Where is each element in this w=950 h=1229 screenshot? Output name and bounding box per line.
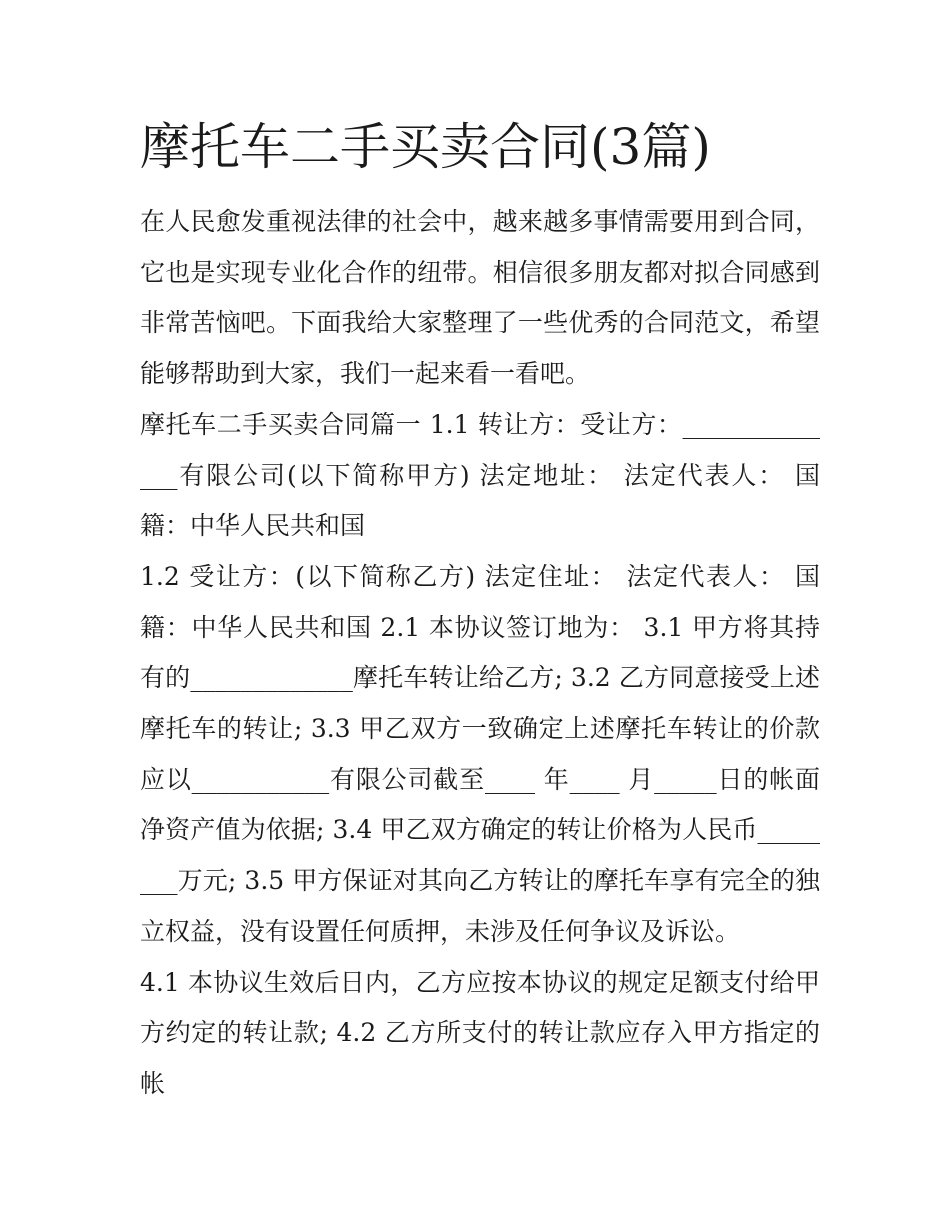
contract-clause-1-2-to-3-5: 1.2 受让方：(以下简称乙方) 法定住址： 法定代表人： 国籍：中华人民共和国 2.1 本协议签订地为： 3.1 甲方将其持有的_____________摩托车转让给乙方; 3.2 乙方同意接受上述摩托车的转让; 3.3 甲乙双方一致确定上述摩托车转让的价款应以___________有限公司截至____ 年____ 月_____日的帐面净资产值为依据; 3.4 甲乙双方确定的转让价格为人民币________万元; 3.5 甲方保证对其向乙方转让的摩托车享有完全的独立权益，没有设置任何质押，未涉及任何争议及诉讼。 xyxy=(140,561,820,946)
document-body xyxy=(140,197,820,1110)
document-title: 摩托车二手买卖合同(3篇) xyxy=(140,118,711,176)
intro-paragraph: 在人民愈发重视法律的社会中，越来越多事情需要用到合同，它也是实现专业化合作的纽带。相信很多朋友都对拟合同感到非常苦恼吧。下面我给大家整理了一些优秀的合同范文，希望能够帮助到大家，我们一起来看一看吧。 xyxy=(140,207,820,389)
contract-clause-4: 4.1 本协议生效后日内，乙方应按本协议的规定足额支付给甲方约定的转让款; 4.2 乙方所支付的转让款应存入甲方指定的帐 xyxy=(140,967,820,1098)
contract-clause-1-1: 摩托车二手买卖合同篇一 1.1 转让方：受让方：______________有限公司(以下简称甲方) 法定地址： 法定代表人： 国籍：中华人民共和国 xyxy=(140,409,820,541)
